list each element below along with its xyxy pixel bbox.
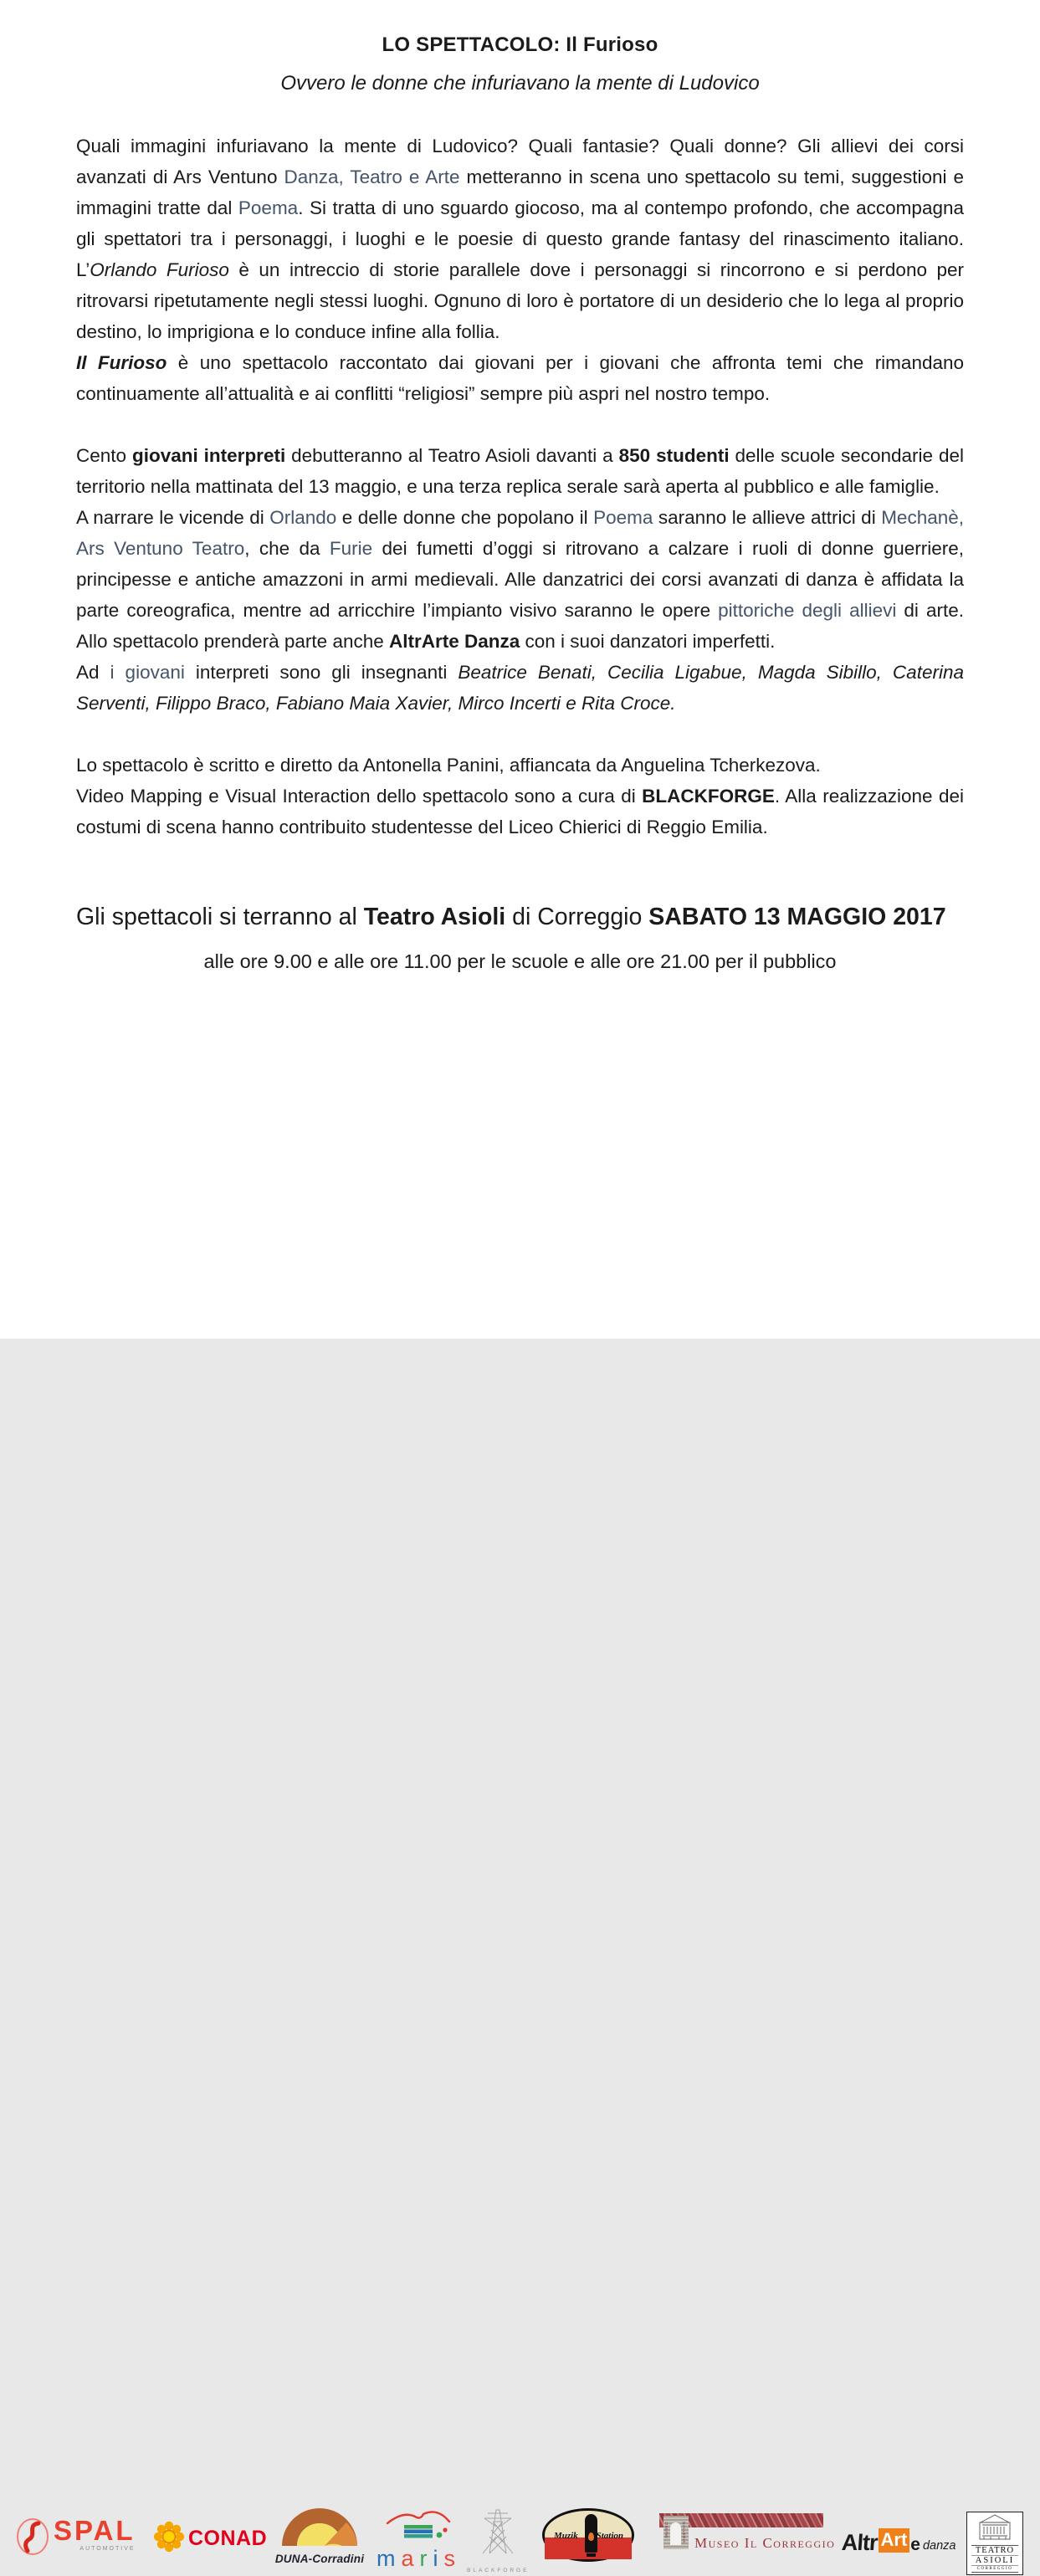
- duna-wordmark: DUNA-Corradini: [274, 2553, 365, 2565]
- spal-wordmark: SPAL: [54, 2515, 136, 2546]
- muzik-word-left: Muzik: [554, 2531, 578, 2541]
- muzik-oval-icon: [542, 2508, 634, 2562]
- duna-arch-icon: [276, 2537, 363, 2551]
- maris-mountain-icon: [379, 2532, 459, 2547]
- teatro-line3: CORREGGIO: [971, 2565, 1018, 2573]
- altrarte-part4: danza: [922, 2539, 956, 2553]
- body-paragraphs: [76, 131, 964, 977]
- logo-spal: [15, 2517, 153, 2560]
- teatro-building-icon: [971, 2530, 1019, 2544]
- paragraph-furioso: Il Furioso è uno spettacolo raccontato dai giovani per i giovani che affronta temi che rimandano continuamente all’attualità e ai conflitti “religiosi” sempre più aspri nel nostro tempo.: [76, 352, 965, 404]
- teatro-line2: ASIOLI: [971, 2555, 1018, 2565]
- logo-conad: [153, 2520, 268, 2557]
- conad-wordmark: CONAD: [188, 2526, 268, 2550]
- paragraph-insegnanti: Ad i giovani interpreti sono gli insegnanti Beatrice Benati, Cecilia Ligabue, Magda Sibillo, Caterina Serventi, Filippo Braco, Fabiano Maia Xavier, Mirco Incerti e Rita Croce.: [76, 662, 964, 714]
- teatro-line1: TEATRO: [971, 2545, 1018, 2555]
- logo-muzik-station: [542, 2508, 639, 2567]
- closing-heading: Gli spettacoli si terranno al Teatro Asioli di Correggio SABATO 13 MAGGIO 2017: [76, 904, 946, 930]
- paragraph-regia: Lo spettacolo è scritto e diretto da Antonella Panini, affiancata da Anguelina Tcherkezova.: [76, 755, 821, 776]
- altrarte-part1: Altr: [840, 2529, 879, 2555]
- paragraph-videomapping: Video Mapping e Visual Interaction dello spettacolo sono a cura di BLACKFORGE. Alla realizzazione dei costumi di scena hanno contribuito studentesse del Liceo Chierici di Reggio Emilia.: [76, 786, 964, 837]
- logo-museo-il-correggio: [659, 2513, 836, 2562]
- sponsor-logo-strip: [0, 1245, 1040, 2573]
- logo-altrarte-danza: [840, 2523, 956, 2562]
- museo-icon-text-left: MUSEO: [664, 2522, 669, 2538]
- page-subtitle: Ovvero le donne che infuriavano la mente di Ludovico: [280, 72, 760, 95]
- museo-wordmark: Museo Il Correggio: [694, 2535, 836, 2551]
- blackforge-wordmark: BLACKFORGE: [467, 2568, 530, 2573]
- paragraph-debutto: Cento giovani interpreti debutteranno al Teatro Asioli davanti a 850 studenti delle scuole secondarie del territorio nella mattinata del 13 maggio, e una terza replica serale sarà aperta al pubblico e alle famiglie.: [76, 445, 965, 497]
- museo-icon-text-right: GALLERIA: [682, 2522, 686, 2544]
- logo-duna-corradini: [274, 2504, 365, 2563]
- paragraph-intro: Quali immagini infuriavano la mente di Ludovico? Quali fantasie? Quali donne? Gli allievi dei corsi avanzati di Ars Ventuno Danza, Teatro e Arte metteranno in scena uno spettacolo su temi, suggestioni e immagini tratte dal Poema. Si tratta di uno sguardo giocoso, ma al contempo profondo, che accompagna gli spettatori tra i personaggi, i luoghi e le poesie di questo grande fantasy del rinascimento italiano. L’Orlando Furioso è un intreccio di storie parallele dove i personaggi si rincorrono e si perdono per ritrovarsi ripetutamente negli stessi luoghi. Ognuno di loro è portatore di un desiderio che lo lega al proprio destino, lo imprigiona e lo conduce infine alla follia.: [76, 136, 965, 342]
- altrarte-orange-box: Art: [879, 2528, 910, 2553]
- logo-blackforge: [467, 2505, 529, 2572]
- muzik-word-right: Station: [596, 2531, 623, 2541]
- muzik-flame-icon: [588, 2532, 594, 2541]
- page-title: LO SPETTACOLO: Il Furioso: [382, 33, 658, 56]
- spal-sub-label: AUTOMOTIVE: [79, 2546, 136, 2552]
- spal-oval-icon: [15, 2517, 50, 2561]
- logo-maris: [375, 2507, 463, 2572]
- altrarte-part3: e: [910, 2535, 920, 2554]
- conad-daisy-icon: [153, 2521, 185, 2557]
- blackforge-pylon-icon: [471, 2546, 525, 2560]
- closing-times: alle ore 9.00 e alle ore 11.00 per le scuole e alle ore 21.00 per il pubblico: [203, 950, 837, 972]
- maris-wordmark: maris: [376, 2546, 462, 2571]
- logo-teatro-asioli: [966, 2512, 1023, 2575]
- paragraph-narrazione: A narrare le vicende di Orlando e delle donne che popolano il Poema saranno le allieve attrici di Mechanè, Ars Ventuno Teatro, che da Furie dei fumetti d’oggi si ritrovano a calzare i ruoli di donne guerriere, principesse e antiche amazzoni in armi medievali. Alle danzatrici dei corsi avanzati di danza è affidata la parte coreografica, mentre ad arricchire l’impianto visivo saranno le opere pittoriche degli allievi di arte. Allo spettacolo prenderà parte anche AltrArte Danza con i suoi danzatori imperfetti.: [76, 507, 965, 652]
